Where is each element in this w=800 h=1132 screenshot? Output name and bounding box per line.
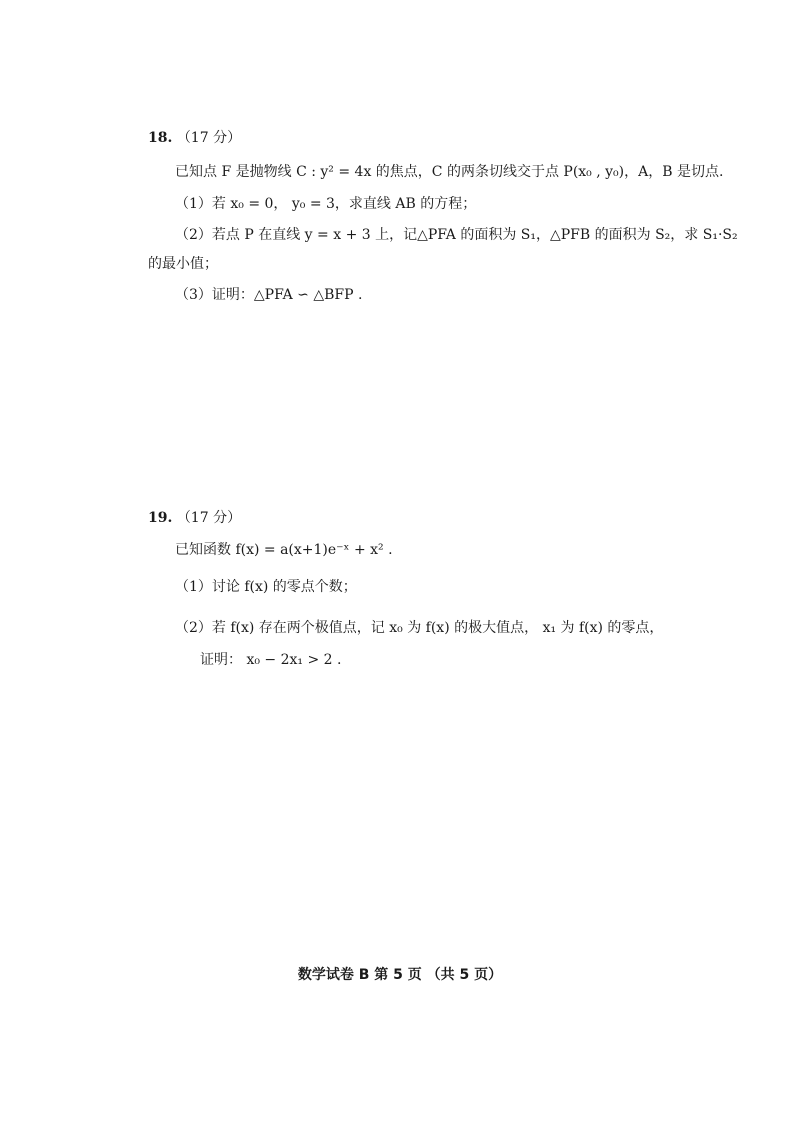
question-18-part-2-line-2: 的最小值； [148,256,218,272]
question-18-number: 18. [148,130,173,146]
question-19-part-2-line-1: （2）若 f(x) 存在两个极值点，记 x₀ 为 f(x) 的极大值点， x₁ 为 f(x) 的零点， [175,620,664,636]
question-18-part-1: （1）若 x₀ = 0， y₀ = 3，求直线 AB 的方程； [175,196,477,212]
question-18-stem: 已知点 F 是抛物线 C : y² = 4x 的焦点，C 的两条切线交于点 P(x₀ , y₀)，A，B 是切点. [175,164,724,180]
question-19-points: （17 分） [176,510,242,526]
question-19-part-2-line-2: 证明： x₀ − 2x₁ > 2 . [200,652,342,668]
question-19-part-1: （1）讨论 f(x) 的零点个数； [175,579,357,595]
page-footer: 数学试卷 B 第 5 页 （共 5 页） [297,967,503,983]
question-18-header [148,128,241,148]
question-18-points: （17 分） [176,130,242,146]
question-19-stem: 已知函数 f(x) = a(x+1)e⁻ˣ + x² . [175,542,393,558]
question-18-part-2-line-1: （2）若点 P 在直线 y = x + 3 上，记△PFA 的面积为 S₁，△PFB 的面积为 S₂，求 S₁·S₂ [175,227,738,243]
question-18-part-3: （3）证明：△PFA ∽ △BFP . [175,287,363,303]
question-19-header [148,508,241,528]
question-19-number: 19. [148,510,173,526]
